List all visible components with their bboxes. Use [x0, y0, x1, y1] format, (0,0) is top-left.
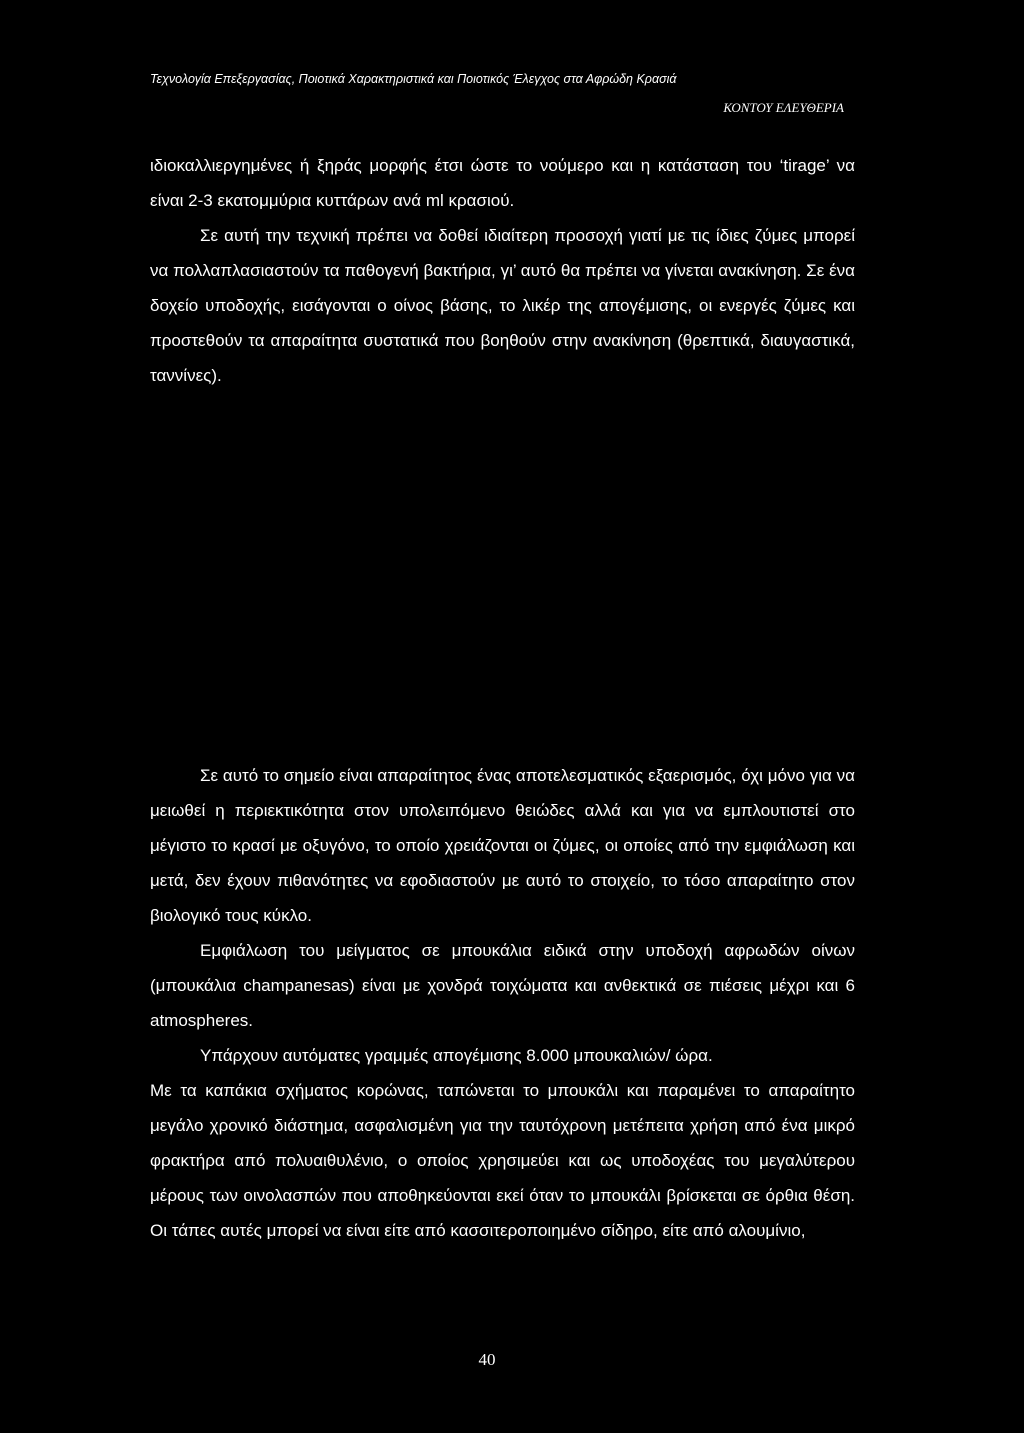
paragraph: Με τα καπάκια σχήματος κορώνας, ταπώνεται το μπουκάλι και παραμένει το απαραίτητο μεγάλο χρονικό διάστημα, ασφαλισμένη για την ταυτόχρονη μετέπειτα χρήση από ένα μικρό φρακτήρα από πολυαιθυλένιο, ο οποίος χρησιμεύει και ως υποδοχέας του μεγαλύτερου μέρους των οινολασπών που αποθηκεύονται εκεί όταν το μπουκάλι βρίσκεται σε όρθια θέση. Οι τάπες αυτές μπορεί να είναι είτε από κασσιτεροποιημένο σίδηρο, είτε από αλουμίνιο, [150, 1081, 855, 1240]
running-header [150, 70, 850, 115]
paragraph: ιδιοκαλλιεργημένες ή ξηράς μορφής έτσι ώστε το νούμερο και η κατάσταση του ‘tirage’ να είναι 2-3 εκατομμύρια κυττάρων ανά ml κρασιού. [150, 156, 855, 210]
paragraph: Υπάρχουν αυτόματες γραμμές απογέμισης 8.000 μπουκαλιών/ ώρα. [200, 1046, 713, 1065]
paragraph: Εμφιάλωση του μείγματος σε μπουκάλια ειδικά στην υποδοχή αφρωδών οίνων (μπουκάλια champanesas) είναι με χονδρά τοιχώματα και ανθεκτικά σε πιέσεις μέχρι και 6 atmospheres. [150, 941, 855, 1030]
document-title: Τεχνολογία Επεξεργασίας, Ποιοτικά Χαρακτηριστικά και Ποιοτικός Έλεγχος στα Αφρώδη Κρασιά [150, 72, 677, 86]
document-author: ΚΟΝΤΟΥ ΕΛΕΥΘΕΡΙΑ [723, 100, 844, 115]
paragraph: Σε αυτή την τεχνική πρέπει να δοθεί ιδιαίτερη προσοχή γιατί με τις ίδιες ζύμες μπορεί να πολλαπλασιαστούν τα παθογενή βακτήρια, γι’ αυτό θα πρέπει να γίνεται ανακίνηση. Σε ένα δοχείο υποδοχής, εισάγονται ο οίνος βάσης, το λικέρ της απογέμισης, οι ενεργές ζύμες και προστεθούν τα απαραίτητα συστατικά που βοηθούν στην ανακίνηση (θρεπτικά, διαυγαστικά, ταννίνες). [150, 226, 855, 385]
paragraph: Σε αυτό το σημείο είναι απαραίτητος ένας αποτελεσματικός εξαερισμός, όχι μόνο για να μειωθεί η περιεκτικότητα στον υπολειπόμενο θειώδες αλλά και για να εμπλουτιστεί στο μέγιστο το κρασί με οξυγόνο, το οποίο χρειάζονται οι ζύμες, οι οποίες από την εμφιάλωση και μετά, δεν έχουν πιθανότητες να εφοδιαστούν με αυτό το στοιχείο, το τόσο απαραίτητο στον βιολογικό τους κύκλο. [150, 766, 855, 925]
page-number: 40 [478, 1350, 496, 1369]
text-block-top [150, 148, 855, 393]
text-block-bottom [150, 758, 855, 1248]
